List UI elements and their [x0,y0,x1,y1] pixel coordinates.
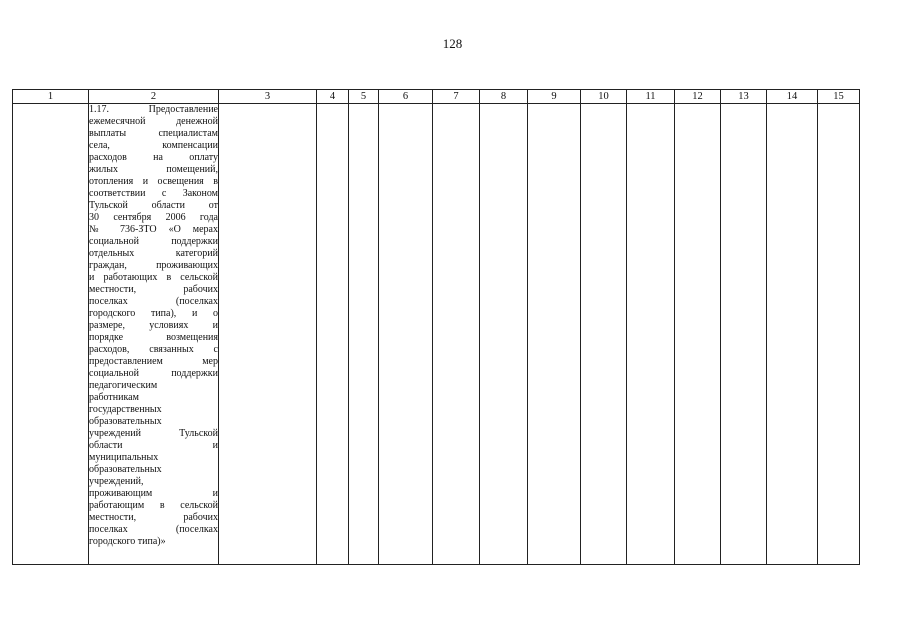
table-cell [721,104,767,565]
table-cell [349,104,379,565]
data-table [12,89,860,565]
column-header: 12 [675,90,721,104]
description-line: педагогическим [89,380,158,391]
description-cell [89,104,219,565]
description-line: порядке возмещения [89,332,218,343]
description-line: социальной поддержки [89,236,218,247]
column-header: 15 [818,90,860,104]
column-header: 3 [219,90,317,104]
description-line: граждан, проживающих [89,260,218,271]
description-line: расходов, связанных с [89,344,218,355]
column-header: 13 [721,90,767,104]
page-number: 128 [442,36,463,51]
table-cell [219,104,317,565]
description-line: села, компенсации [89,140,218,151]
description-line: соответствии с Законом [89,188,218,199]
description-line: 30 сентября 2006 года [89,212,218,223]
description-line: области и [89,440,218,451]
column-header: 1 [13,90,89,104]
table-row [13,104,860,565]
column-header: 2 [89,90,219,104]
description-line: образовательных [89,464,162,475]
description-line: поселках (поселках [89,296,218,307]
column-header: 14 [767,90,818,104]
description-line: учреждений, [89,476,144,487]
table-cell [433,104,480,565]
table-cell [480,104,528,565]
table-cell [818,104,860,565]
description-line: городского типа), и о [89,308,218,319]
column-header: 10 [581,90,627,104]
description-line: городского типа)» [89,536,166,547]
table-cell [627,104,675,565]
description-line: № 736-ЗТО «О мерах [89,224,218,235]
description-line: отопления и освещения в [89,176,218,187]
header-row [13,90,860,104]
description-line: местности, рабочих [89,284,218,295]
description-line: работающим в сельской [89,500,218,511]
table-cell [767,104,818,565]
description-line: учреждений Тульской [89,428,218,439]
column-header: 7 [433,90,480,104]
description-line: предоставлением мер [89,356,218,367]
description-line: работникам [89,392,139,403]
table-cell [675,104,721,565]
table-cell [379,104,433,565]
column-header: 11 [627,90,675,104]
description-line: выплаты специалистам [89,128,218,139]
description-line: Тульской области от [89,200,218,211]
table-cell [317,104,349,565]
table-cell [13,104,89,565]
description-line: и работающих в сельской [89,272,218,283]
column-header: 8 [480,90,528,104]
description-line: ежемесячной денежной [89,116,218,127]
description-line: социальной поддержки [89,368,218,379]
table-cell [581,104,627,565]
description-line: местности, рабочих [89,512,218,523]
column-header: 6 [379,90,433,104]
table-cell [528,104,581,565]
description-line: образовательных [89,416,162,427]
column-header: 9 [528,90,581,104]
description-line: 1.17. Предоставление [89,104,218,115]
column-header: 4 [317,90,349,104]
description-line: жилых помещений, [89,164,218,175]
description-line: поселках (поселках [89,524,218,535]
description-line: расходов на оплату [89,152,218,163]
description-line: проживающим и [89,488,218,499]
description-line: отдельных категорий [89,248,218,259]
description-line: муниципальных [89,452,159,463]
description-line: размере, условиях и [89,320,218,331]
column-header: 5 [349,90,379,104]
description-line: государственных [89,404,162,415]
